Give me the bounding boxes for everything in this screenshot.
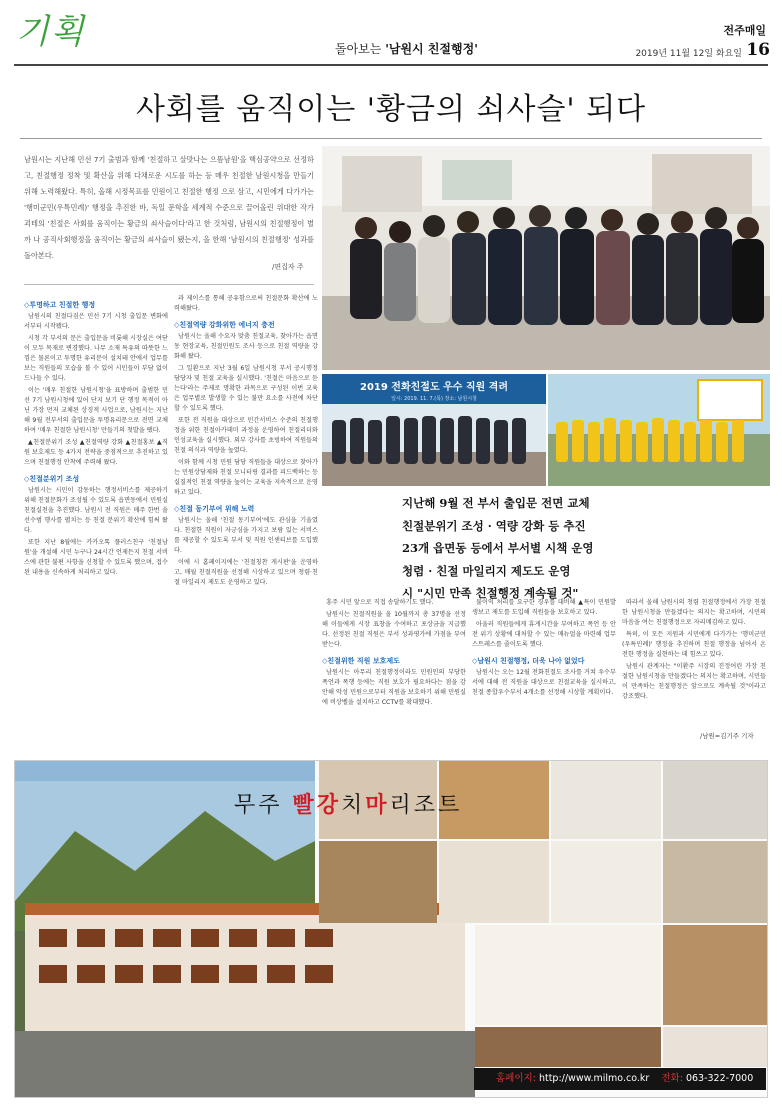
caption-line: 지난해 9월 전 부서 출입문 전면 교체 bbox=[402, 496, 590, 510]
body-paragraph: 남원시는 올해 '친절 동기부여'에도 관심을 기울였다. 친절한 직원이 자긍심을 가지고 보람 있는 서비스를 제공할 수 있도록 부서 및 직원 인센티브를 도입했다. bbox=[174, 517, 318, 554]
section-prefix: 돌아보는 bbox=[335, 42, 382, 56]
body-paragraph: 남원시는 오는 12월 전화친절도 조사를 거쳐 우수부서에 대해 전 직원을 대상으로 친절교육을 실시하고, 친절 종합우수부서 4개소를 선정해 시상할 계획이다. bbox=[472, 669, 616, 696]
photo-caption bbox=[402, 492, 762, 605]
subheading: ◇남원시 친절행정, 더욱 나아 없었다 bbox=[472, 657, 585, 665]
body-paragraph: 남원시는 시민이 감동하는 행정서비스를 제공하기 위해 친절문화가 조성될 수 있도록 읍면동에서 민원실 친절실천을 추진했다. 남원시 전 직원은 매주 한번 솔선수범 행사를 펼치는 등 친절 분위기 확산에 힘써 왔다. bbox=[24, 487, 168, 534]
body-paragraph: ▲친절분위기 조성 ▲친절역량 강화 ▲친절홍보 ▲직원 보호제도 등 4가지 전략을 중점적으로 추진하고 있으며 친절행정 안착에 주력해 왔다. bbox=[24, 439, 168, 466]
ad-title bbox=[234, 788, 462, 819]
section-logo: 기획 bbox=[16, 12, 86, 52]
banner-title: 2019 전화친절도 우수 직원 격려 bbox=[359, 382, 509, 393]
lead-byline: /편집자 주 bbox=[272, 263, 304, 271]
body-paragraph: 이는 '매우 친절한 남원시청'을 표방하며 출범한 민선 7기 남원시청에 있어 단지 보기 단 행정 목적이 아닌 가장 먼저 교체된 상징적 사업으로, 남원시는 지난해 9월 전부서의 출입문을 투명유리문으로 전면 교체하여 '매우 친절한 남원시청' 만들기의 첫발을 뗐다. bbox=[24, 387, 168, 434]
body-paragraph: 시청 각 부서의 문은 출입문을 비롯해 시장실은 여닫이 모두 목재로 변경했다. 나무 소재 특유의 따뜻한 느낌은 물론이고 투명한 유리문이 설치돼 안에서 업무를 보는 직원들의 모습을 볼 수 있어 시민들이 부담 없이 드나들 수 있다. bbox=[24, 335, 168, 382]
subheading: ◇친절분위기 조성 bbox=[24, 475, 80, 483]
body-paragraph: 남원시는 올해 수요자 맞춤 친절교육, 찾아가는 읍면동 현장교육, 친절민원도 조사 등으로 친절 역량을 강화해 왔다. bbox=[174, 333, 318, 360]
banner-subtitle: 일시: 2019. 11. 7.(목) 장소: 남원시청 bbox=[391, 396, 477, 402]
subheading: ◇친절역량 강화위한 에너지 충전 bbox=[174, 321, 275, 329]
ad-contact-bar bbox=[474, 1068, 766, 1090]
header-divider bbox=[14, 64, 768, 66]
body-paragraph: 또한 전 직원을 대상으로 민간서비스 수준의 친절행정을 위한 친절아카데미 과정을 운영하여 친절리더와 인성교육을 실시했다. 외부 강사를 초빙하여 직원들의 친절 의식과 역량을 높였다. bbox=[174, 417, 318, 454]
headline-divider bbox=[20, 138, 762, 139]
body-paragraph: 남원시는 아무리 친절행정이라도 민원인의 부당한 폭언과 폭행 등에는 직원 보호가 필요하다는 점을 감안해 악성 민원으로부터 직원을 보호하기 위해 민원실에 비상벨을 설치하고 CCTV를 확대했다. bbox=[322, 669, 466, 706]
body-paragraph: 남원시의 친절다짐은 민선 7기 시청 출입문 변화에서부터 시작됐다. bbox=[24, 313, 168, 330]
body-paragraph: 흥주 시민 앞으로 직접 송달하기도 했다. bbox=[326, 599, 434, 606]
ad-title-mid: 치 bbox=[341, 793, 366, 818]
caption-line: 시 "시민 만족 친절행정 계속될 것" bbox=[402, 586, 579, 600]
article-column-3 bbox=[322, 598, 466, 742]
article-byline: /남원=김기주 기자 bbox=[700, 732, 754, 740]
body-paragraph: 특히, 이 모든 지원과 시민에게 다가가는 '행미군민(우특민례)' 행정을 추진하며 친절 행정을 넘어서 온 전한 행정을 실현하는 데 힘쓰고 있다. bbox=[622, 631, 766, 658]
phone-number: 063-322-7000 bbox=[685, 1073, 754, 1084]
campaign-photo bbox=[548, 374, 770, 486]
ad-title-prefix: 무주 bbox=[234, 793, 293, 818]
caption-line: 친절분위기 조성 · 역량 강화 등 추진 bbox=[402, 518, 586, 533]
body-paragraph: 불이익 처리를 요구한 경우를 대비해 ▲특이 민원발생보고 제도를 도입해 직원들을 보호하고 있다. bbox=[472, 599, 616, 616]
article-column-4 bbox=[472, 598, 616, 742]
lead-paragraph: 남원시는 지난해 민선 7기 출범과 함께 '친절하고 살맛나는 으뜸남원'을 핵심공약으로 선정하고, 친절행정 정착 및 확산을 위해 다채로운 시도를 하는 등 매우 친절한 남원시청을 만들기 위해 노력해왔다. 특히, 올해 시정목표를 민원이고 친절한 행정 으로 삼고, 시민에게 다가가는 '행미군민(우특민례)' 행정을 추진한 바, 독일 문학을 세계적 수준으로 끌어올린 위대한 작가 괴테의 '친절은 사회를 움직이는 황금의 쇠사슬이다'라고 한 것처럼, 남원시의 친절행정이 별까 나 공직사회행정을 움직이는 황금의 쇠사슬이 됐는지, 올 한해 '남원시의 친절행정' 성과를 돌아본다. bbox=[24, 155, 314, 260]
subheading: ◇친절 동기부여 위해 노력 bbox=[174, 505, 255, 513]
body-paragraph: 과 제이스를 통해 공유함으로써 친절문화 확산에 노력해왔다. bbox=[174, 295, 318, 312]
homepage-label: 홈페이지: bbox=[496, 1073, 536, 1084]
body-paragraph: 또한 지난 8월에는 카카오톡 플러스친구 '친절남원'을 개설해 시민 누구나 24시간 언제든지 친절 서비스에 관한 불편 사항을 신청할 수 있도록 했으며, 접수된 내용을 신속하게 처리하고 있다. bbox=[24, 539, 168, 576]
ad-title-suffix: 리조트 bbox=[389, 793, 463, 818]
caption-line: 23개 읍면동 등에서 부서별 시책 운영 bbox=[402, 541, 594, 555]
award-photo bbox=[322, 374, 546, 486]
homepage-url[interactable]: http://www.milmo.co.kr bbox=[538, 1073, 650, 1084]
phone-label: 전화: bbox=[661, 1073, 683, 1084]
subheading: ◇투명하고 친절한 행정 bbox=[24, 301, 96, 309]
article-column-5 bbox=[622, 598, 766, 742]
page-header bbox=[0, 0, 782, 72]
section-title bbox=[335, 40, 478, 57]
ad-title-red2: 마 bbox=[365, 793, 390, 818]
ad-title-red1: 빨강 bbox=[292, 793, 342, 818]
lead-divider bbox=[24, 284, 314, 285]
section-name: '남원시 친절행정' bbox=[385, 42, 478, 56]
article-column-2 bbox=[174, 294, 318, 742]
headline: 사회를 움직이는 '황금의 쇠사슬' 되다 bbox=[135, 92, 647, 127]
body-paragraph: 남원시 관계자는 "이환주 시장의 진정어린 가장 친절한 남원시청을 만들겠다는 의지는 확고하며, 시민들이 만족하는 친절행정은 앞으로도 계속될 것"이라고 강조했다. bbox=[622, 663, 766, 700]
body-paragraph: 이에 시 홈페이지에는 '친절칭찬 게시판'을 운영하고, 매월 친절직원을 선정해 시상하고 있으며 청렴·친절 마일리지 제도도 운영하고 있다. bbox=[174, 559, 318, 586]
issue-date: 2019년 11월 12일 화요일 bbox=[635, 49, 742, 59]
article-column-1 bbox=[24, 294, 168, 742]
paper-name: 전주매일 bbox=[723, 24, 766, 37]
body-paragraph: 따라서 올해 남원시의 청렴 친절행정에서 가장 친절한 남원시청을 만들겠다는 의지는 확고하며, 시민의 마음을 여는 친절행정으로 자리매김하고 있다. bbox=[622, 599, 766, 626]
group-photo bbox=[322, 146, 770, 370]
body-paragraph: 이와 함께 시청 민원 담당 직원들을 대상으로 찾아가는 민원상담제와 친절 모니터링 결과를 피드백하는 등 실질적인 친절 역량을 높이는 교육을 지속적으로 운영하고 있다. bbox=[174, 459, 318, 496]
page-number: 16 bbox=[746, 40, 770, 60]
caption-line: 청렴 · 친절 마일리지 제도도 운영 bbox=[402, 563, 571, 578]
body-paragraph: 아울러 직원들에게 휴게시간을 부여하고 폭언 등 안전 위기 상황에 대처할 수 있는 매뉴얼을 마련해 업무 스트레스를 줄이도록 했다. bbox=[472, 621, 616, 648]
subheading: ◇친절위한 직원 보호제도 bbox=[322, 657, 400, 665]
body-paragraph: 그 일환으로 지난 3월 6일 남원시청 부서 공시행정담당자 및 친절 교육을 실시했다. '친절은 마음으로 듣는다'라는 주제로 명확한 과목으로 구성된 이번 교육은 업무별로 발생할 수 있는 불만 요소를 사전에 차단할 수 있도록 했다. bbox=[174, 365, 318, 412]
body-paragraph: 남원시는 친절직원을 올 10월까지 총 37명을 선정해 이들에게 시장 표창을 수여하고 포상금을 지급했다. 선정된 친절 직원은 부서 성과평가에 가점을 부여받는다. bbox=[322, 611, 466, 648]
